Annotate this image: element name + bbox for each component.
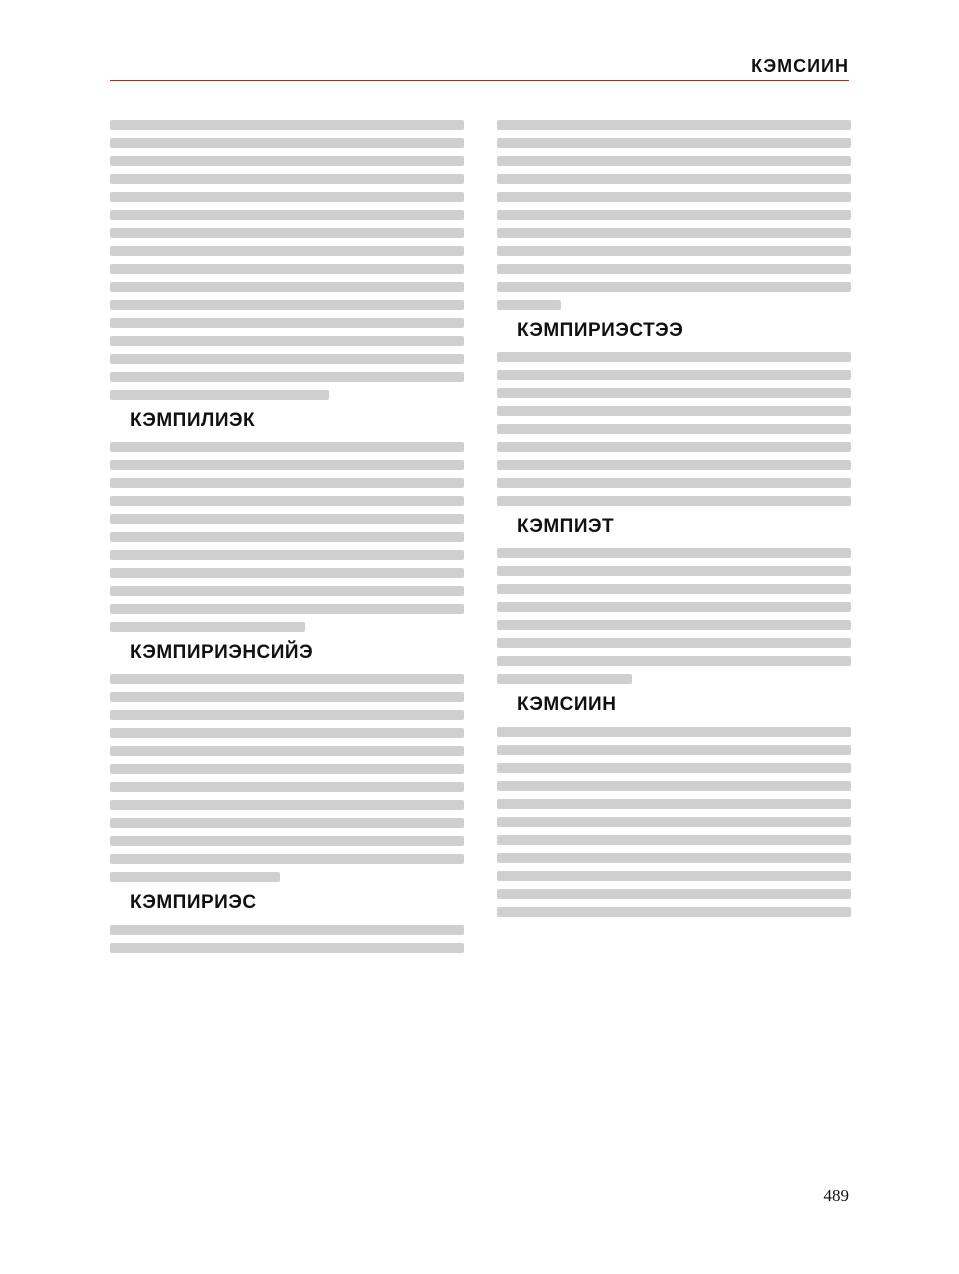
text-placeholder <box>110 872 280 882</box>
headword: КЭМПИЛИЭК <box>130 410 256 431</box>
text-placeholder <box>110 782 464 792</box>
text-placeholder <box>110 390 329 400</box>
text-placeholder <box>497 264 851 274</box>
text-placeholder <box>110 246 464 256</box>
text-placeholder <box>497 156 851 166</box>
text-placeholder <box>110 943 464 953</box>
page-number: 489 <box>823 1186 849 1205</box>
text-placeholder <box>497 120 851 130</box>
entry <box>497 514 851 684</box>
text-placeholder <box>497 174 851 184</box>
text-placeholder <box>497 602 851 612</box>
headword: КЭМПИРИЭНСИЙЭ <box>130 642 314 664</box>
text-placeholder <box>110 568 464 578</box>
text-placeholder <box>497 138 851 148</box>
text-placeholder <box>497 406 851 416</box>
entry <box>110 120 464 400</box>
text-placeholder <box>110 372 464 382</box>
text-placeholder <box>110 764 464 774</box>
headword: КЭМСИИН <box>517 694 617 716</box>
text-placeholder <box>497 871 851 881</box>
text-placeholder <box>497 674 632 684</box>
text-placeholder <box>110 282 464 292</box>
entry <box>110 408 464 632</box>
headword: КЭМПИРИЭС <box>130 892 257 914</box>
text-placeholder <box>497 370 851 380</box>
text-placeholder <box>497 889 851 899</box>
text-placeholder <box>497 799 851 809</box>
text-placeholder <box>110 674 464 684</box>
text-placeholder <box>497 656 851 666</box>
text-placeholder <box>497 424 851 434</box>
text-placeholder <box>110 854 464 864</box>
left-column <box>110 112 464 961</box>
text-placeholder <box>110 692 464 702</box>
text-placeholder <box>497 352 851 362</box>
headword: КЭМПИЭТ <box>517 516 615 538</box>
entry <box>110 890 464 952</box>
text-placeholder <box>497 638 851 648</box>
text-placeholder <box>110 728 464 738</box>
text-placeholder <box>110 818 464 828</box>
running-head <box>110 54 849 81</box>
text-placeholder <box>497 246 851 256</box>
text-placeholder <box>497 282 851 292</box>
text-placeholder <box>497 460 851 470</box>
text-placeholder <box>110 514 464 524</box>
right-column <box>497 112 851 925</box>
entry <box>497 318 851 506</box>
text-placeholder <box>110 210 464 220</box>
text-placeholder <box>110 300 464 310</box>
text-placeholder <box>110 336 464 346</box>
text-placeholder <box>110 478 464 488</box>
text-placeholder <box>497 566 851 576</box>
text-placeholder <box>497 210 851 220</box>
text-placeholder <box>110 604 464 614</box>
text-placeholder <box>497 584 851 594</box>
text-placeholder <box>110 354 464 364</box>
text-placeholder <box>110 710 464 720</box>
text-placeholder <box>110 925 464 935</box>
text-placeholder <box>497 620 851 630</box>
text-placeholder <box>110 800 464 810</box>
text-placeholder <box>497 907 851 917</box>
text-placeholder <box>110 836 464 846</box>
text-placeholder <box>110 192 464 202</box>
text-placeholder <box>110 138 464 148</box>
text-placeholder <box>110 120 464 130</box>
text-placeholder <box>110 228 464 238</box>
text-placeholder <box>110 442 464 452</box>
text-placeholder <box>497 388 851 398</box>
text-placeholder <box>497 228 851 238</box>
text-placeholder <box>110 174 464 184</box>
text-placeholder <box>497 727 851 737</box>
text-placeholder <box>497 853 851 863</box>
text-placeholder <box>110 496 464 506</box>
text-placeholder <box>497 781 851 791</box>
text-placeholder <box>497 496 851 506</box>
text-placeholder <box>497 763 851 773</box>
text-placeholder <box>497 300 561 310</box>
text-placeholder <box>110 264 464 274</box>
entry <box>497 692 851 916</box>
text-placeholder <box>497 745 851 755</box>
text-placeholder <box>110 532 464 542</box>
text-placeholder <box>497 478 851 488</box>
text-placeholder <box>110 550 464 560</box>
text-placeholder <box>110 318 464 328</box>
text-placeholder <box>497 548 851 558</box>
headword: КЭМПИРИЭСТЭЭ <box>517 320 684 341</box>
text-placeholder <box>110 586 464 596</box>
entry <box>497 120 851 310</box>
text-placeholder <box>497 817 851 827</box>
entry <box>110 640 464 882</box>
text-placeholder <box>110 746 464 756</box>
text-placeholder <box>110 460 464 470</box>
text-placeholder <box>497 442 851 452</box>
running-head-title: КЭМСИИН <box>751 56 849 76</box>
text-placeholder <box>110 156 464 166</box>
text-placeholder <box>110 622 305 632</box>
text-placeholder <box>497 192 851 202</box>
text-placeholder <box>497 835 851 845</box>
